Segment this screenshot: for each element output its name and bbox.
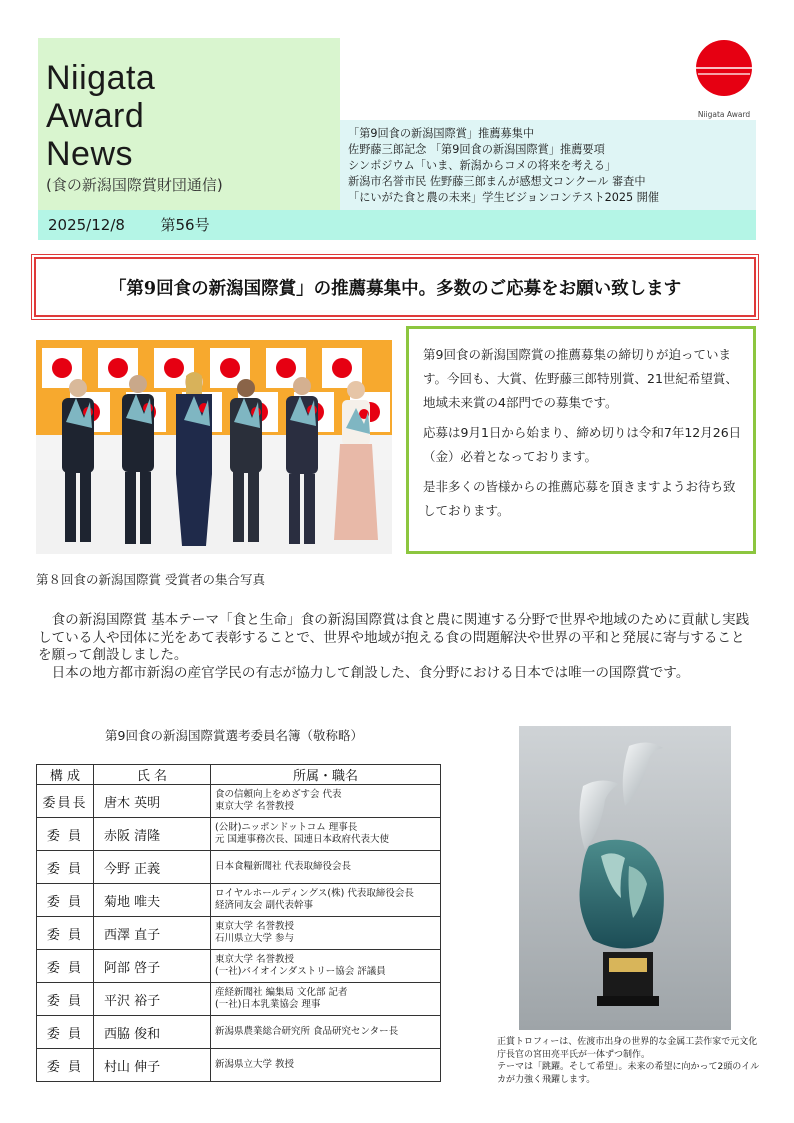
masthead-subtitle: (食の新潟国際賞財団通信) xyxy=(46,176,223,194)
header-name: 氏 名 xyxy=(94,765,211,785)
issue-date: 2025/12/8 xyxy=(48,216,125,234)
member-position: 委員長 xyxy=(37,785,94,818)
member-name: 唐木 英明 xyxy=(94,785,211,818)
table-row xyxy=(37,884,441,917)
header-affiliation: 所属・職名 xyxy=(211,765,441,785)
table-row xyxy=(37,1016,441,1049)
member-name: 村山 伸子 xyxy=(94,1049,211,1082)
member-affiliation: 東京大学 名誉教授 (一社)バイオインダストリー協会 評議員 xyxy=(211,950,441,983)
trophy-caption-line: 正賞トロフィーは、佐渡市出身の世界的な金属工芸作家で元文化庁長官の宮田亮平氏が一体ずつ制作。 xyxy=(497,1037,758,1060)
member-affiliation: 新潟県立大学 教授 xyxy=(211,1049,441,1082)
member-position: 委 員 xyxy=(37,917,94,950)
trophy-caption-line: テーマは「跳躍。そして希望」。未来の希望に向かって2頭のイルカが力強く飛躍します。 xyxy=(497,1062,760,1085)
sun-logo-icon xyxy=(694,38,754,120)
intro-box xyxy=(406,326,756,554)
issue-bar xyxy=(38,210,756,240)
niigata-award-logo xyxy=(694,38,754,120)
masthead xyxy=(38,38,340,210)
intro-paragraph: 是非多くの皆様からの推薦応募を頂きますようお待ち致しております。 xyxy=(423,479,736,518)
award-description xyxy=(38,612,756,682)
member-position: 委 員 xyxy=(37,884,94,917)
dolphin-trophy-image xyxy=(519,726,731,1030)
committee-table-title: 第9回食の新潟国際賞選考委員名簿（敬称略） xyxy=(105,728,363,743)
table-row xyxy=(37,818,441,851)
member-position: 委 員 xyxy=(37,983,94,1016)
table-header-row xyxy=(37,765,441,785)
trophy-caption xyxy=(497,1036,761,1086)
member-name: 赤阪 清隆 xyxy=(94,818,211,851)
committee-table xyxy=(36,764,441,1082)
body-paragraph: 食の新潟国際賞 基本テーマ「食と生命」食の新潟国際賞は食と農に関連する分野で世界や地域のために貢献し実践している人や団体に光をあて表彰することで、世界や地域が抱える食の問題解決や世界の平和と発展に寄与することを願って創設しました。 xyxy=(38,612,750,663)
member-position: 委 員 xyxy=(37,851,94,884)
trophy-photo xyxy=(519,726,731,1030)
headline-item: 「第9回食の新潟国際賞」推薦募集中 xyxy=(348,127,535,140)
member-affiliation: 食の信頼向上をめざす会 代表 東京大学 名誉教授 xyxy=(211,785,441,818)
member-position: 委 員 xyxy=(37,1049,94,1082)
member-affiliation: 日本食糧新聞社 代表取締役会長 xyxy=(211,851,441,884)
member-affiliation: 東京大学 名誉教授 石川県立大学 参与 xyxy=(211,917,441,950)
member-affiliation: ロイヤルホールディングス(株) 代表取締役会長 経済同友会 副代表幹事 xyxy=(211,884,441,917)
headline-item: 佐野藤三郎記念 「第9回食の新潟国際賞」推薦要項 xyxy=(348,143,605,156)
member-name: 平沢 裕子 xyxy=(94,983,211,1016)
member-name: 菊地 唯夫 xyxy=(94,884,211,917)
masthead-title-line-1: Niigata xyxy=(46,59,156,97)
member-name: 西脇 俊和 xyxy=(94,1016,211,1049)
member-position: 委 員 xyxy=(37,950,94,983)
group-photo-image xyxy=(36,340,392,554)
banner-text: 「第9回食の新潟国際賞」の推薦募集中。多数のご応募をお願い致します xyxy=(108,278,682,299)
member-affiliation: 新潟県農業総合研究所 食品研究センター長 xyxy=(211,1016,441,1049)
headline-item: 「にいがた食と農の未来」学生ビジョンコンテスト2025 開催 xyxy=(348,191,660,204)
body-paragraph: 日本の地方都市新潟の産官学民の有志が協力して創設した、食分野における日本では唯一の国際賞です。 xyxy=(51,664,690,681)
header-position: 構 成 xyxy=(37,765,94,785)
photo-caption: 第８回食の新潟国際賞 受賞者の集合写真 xyxy=(36,572,265,587)
intro-paragraph: 第9回食の新潟国際賞の推薦募集の締切りが迫っています。今回も、大賞、佐野藤三郎特別賞、21世紀希望賞、地域未来賞の4部門での募集です。 xyxy=(423,347,738,410)
logo-text: Niigata Award xyxy=(697,110,751,119)
headlines-box xyxy=(340,120,756,210)
member-position: 委 員 xyxy=(37,818,94,851)
table-row xyxy=(37,950,441,983)
headline-item: 新潟市名誉市民 佐野藤三郎まんが感想文コンクール 審査中 xyxy=(348,175,646,188)
issue-number: 第56号 xyxy=(160,216,210,234)
member-affiliation: (公財)ニッポンドットコム 理事長 元 国連事務次長、国連日本政府代表大使 xyxy=(211,818,441,851)
headline-banner xyxy=(34,257,756,317)
member-position: 委 員 xyxy=(37,1016,94,1049)
masthead-title-line-3: News xyxy=(46,135,134,173)
member-affiliation: 産経新聞社 編集局 文化部 記者 (一社)日本乳業協会 理事 xyxy=(211,983,441,1016)
table-row xyxy=(37,917,441,950)
table-row xyxy=(37,1049,441,1082)
headline-item: シンポジウム「いま、新潟からコメの将来を考える」 xyxy=(348,159,617,172)
member-name: 西澤 直子 xyxy=(94,917,211,950)
table-row xyxy=(37,851,441,884)
table-row xyxy=(37,785,441,818)
intro-paragraph: 応募は9月1日から始まり、締め切りは令和7年12月26日（金）必着となっております。 xyxy=(423,425,742,464)
member-name: 阿部 啓子 xyxy=(94,950,211,983)
group-photo xyxy=(36,340,392,554)
masthead-title-line-2: Award xyxy=(46,97,145,135)
member-name: 今野 正義 xyxy=(94,851,211,884)
table-row xyxy=(37,983,441,1016)
